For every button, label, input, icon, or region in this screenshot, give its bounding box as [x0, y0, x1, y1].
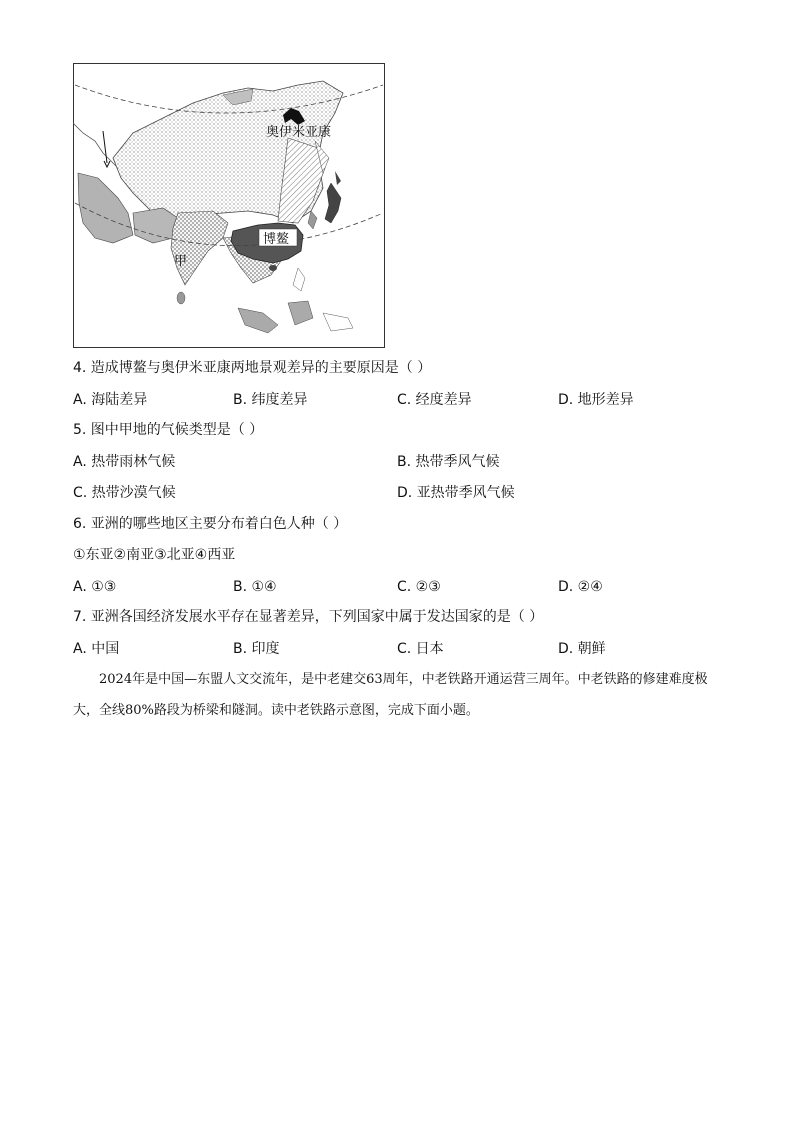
question-6-stem: 6. 亚洲的哪些地区主要分布着白色人种（ ） — [73, 516, 348, 532]
label-aoyimiyakang: 奥伊米亚康 — [266, 125, 332, 140]
question-4-stem: 4. 造成博鳌与奥伊米亚康两地景观差异的主要原因是（ ） — [73, 360, 432, 376]
q4-option-c[interactable]: C. 经度差异 — [397, 392, 472, 408]
asia-map — [73, 63, 385, 348]
q6-option-d[interactable]: D. ②④ — [558, 579, 603, 595]
q5-option-a[interactable]: A. 热带雨林气候 — [73, 454, 176, 470]
q4-option-b[interactable]: B. 纬度差异 — [233, 392, 308, 408]
label-boao: 博鳌 — [263, 232, 290, 247]
question-7-stem: 7. 亚洲各国经济发展水平存在显著差异，下列国家中属于发达国家的是（ ） — [73, 609, 544, 625]
reading-passage: 2024年是中国—东盟人文交流年，是中老建交63周年，中老铁路开通运营三周年。中老铁路的修建难度极大，全线80%路段为桥梁和隧洞。读中老铁路示意图，完成下面小题。 — [73, 672, 708, 718]
question-5-stem: 5. 图中甲地的气候类型是（ ） — [73, 422, 264, 438]
q5-option-d[interactable]: D. 亚热带季风气候 — [397, 485, 515, 501]
q6-option-b[interactable]: B. ①④ — [233, 579, 277, 595]
q5-option-b[interactable]: B. 热带季风气候 — [397, 454, 500, 470]
label-jia: 甲 — [174, 254, 188, 269]
question-6-sub: ①东亚②南亚③北亚④西亚 — [73, 547, 236, 563]
q6-option-a[interactable]: A. ①③ — [73, 579, 117, 595]
q6-option-c[interactable]: C. ②③ — [397, 579, 441, 595]
q7-option-b[interactable]: B. 印度 — [233, 641, 280, 657]
q4-option-a[interactable]: A. 海陆差异 — [73, 392, 148, 408]
q7-option-a[interactable]: A. 中国 — [73, 641, 120, 657]
q7-option-d[interactable]: D. 朝鲜 — [558, 641, 606, 657]
q4-option-d[interactable]: D. 地形差异 — [558, 392, 634, 408]
q7-option-c[interactable]: C. 日本 — [397, 641, 444, 657]
q5-option-c[interactable]: C. 热带沙漠气候 — [73, 485, 176, 501]
